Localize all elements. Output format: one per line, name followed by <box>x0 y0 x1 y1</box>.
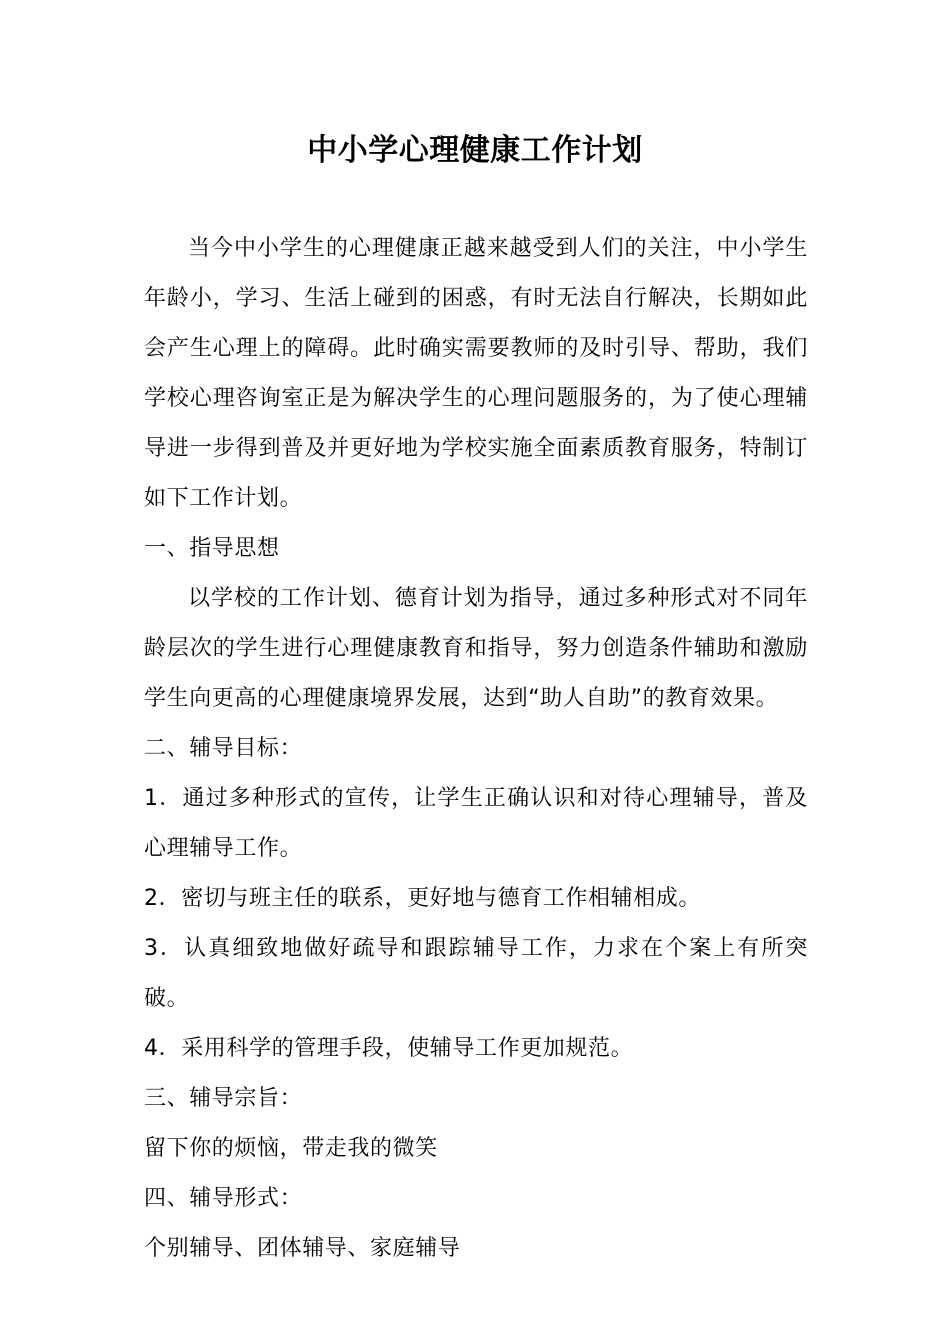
section-heading-goals: 二、辅导目标： <box>144 736 303 761</box>
goal-item-4: 4．采用科学的管理手段，使辅导工作更加规范。 <box>144 1036 634 1061</box>
section-heading-guiding-thought: 一、指导思想 <box>144 536 280 561</box>
section-paragraph-forms: 个别辅导、团体辅导、家庭辅导 <box>144 1236 461 1261</box>
goal-item-2: 2．密切与班主任的联系，更好地与德育工作相辅相成。 <box>144 886 701 911</box>
document-body <box>144 224 808 1274</box>
section-paragraph-guiding-thought: 以学校的工作计划、德育计划为指导，通过多种形式对不同年龄层次的学生进行心理健康教育和指导，努力创造条件辅助和激励学生向更高的心理健康境界发展，达到“助人自助”的教育效果。 <box>144 586 808 711</box>
section-heading-purpose: 三、辅导宗旨： <box>144 1086 303 1111</box>
goal-item-3: 3．认真细致地做好疏导和跟踪辅导工作，力求在个案上有所突破。 <box>144 936 808 1011</box>
document-title: 中小学心理健康工作计划 <box>307 133 643 168</box>
section-paragraph-purpose: 留下你的烦恼，带走我的微笑 <box>144 1136 438 1161</box>
intro-paragraph: 当今中小学生的心理健康正越来越受到人们的关注，中小学生年龄小，学习、生活上碰到的困惑，有时无法自行解决，长期如此会产生心理上的障碍。此时确实需要教师的及时引导、帮助，我们学校心理咨询室正是为解决学生的心理问题服务的，为了使心理辅导进一步得到普及并更好地为学校实施全面素质教育服务，特制订如下工作计划。 <box>144 236 808 511</box>
section-heading-forms: 四、辅导形式： <box>144 1186 303 1211</box>
goal-item-1: 1．通过多种形式的宣传，让学生正确认识和对待心理辅导，普及心理辅导工作。 <box>144 786 808 861</box>
